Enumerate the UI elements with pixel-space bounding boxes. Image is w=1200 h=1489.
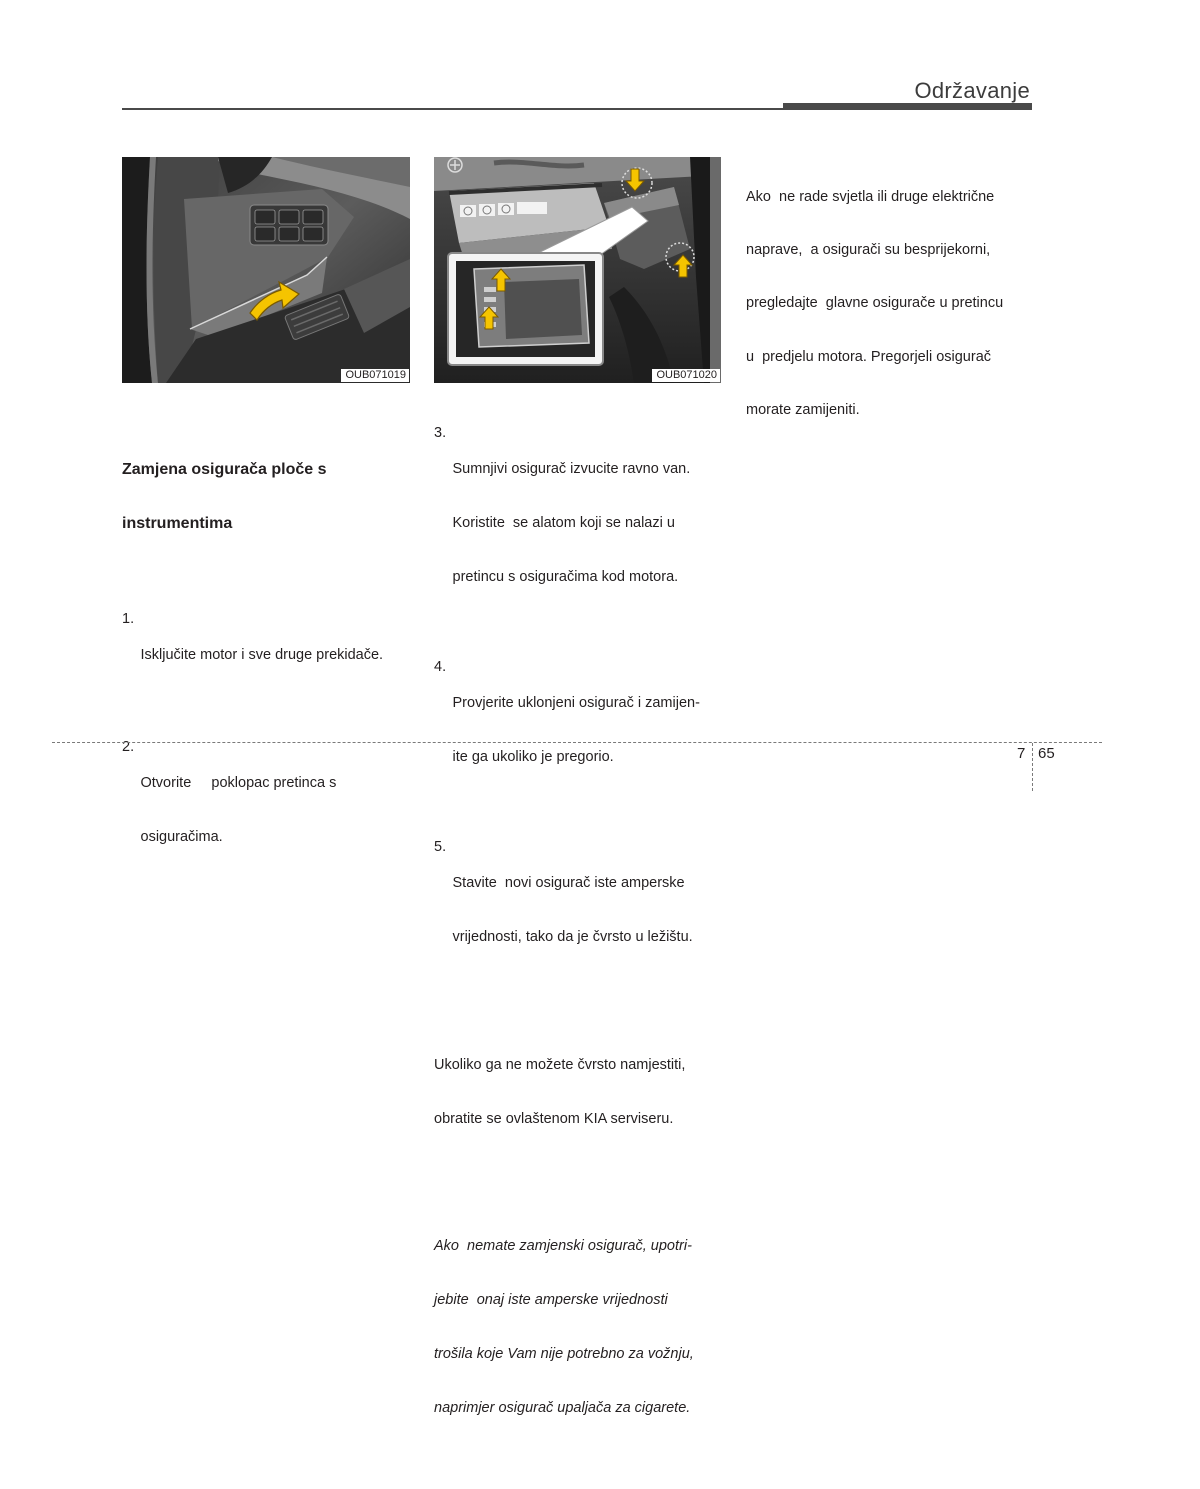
step-number: 5. (434, 839, 447, 855)
step-5 (434, 838, 700, 982)
step-text: Isključite motor i sve druge prekidače. (140, 647, 384, 663)
header-rule-accent (783, 103, 1032, 110)
tip-line: jebite onaj iste amperske vrijednosti (434, 1292, 668, 1308)
note-line: Ukoliko ga ne možete čvrsto namjestiti, (434, 1057, 686, 1073)
tip-line: Ako nemate zamjenski osigurač, upotri- (434, 1238, 692, 1254)
switch-panel (250, 205, 328, 245)
tip-line: trošila koje Vam nije potrebno za vožnju, (434, 1346, 694, 1362)
dashboard-illustration (122, 157, 410, 383)
engine-bay-illustration (434, 157, 721, 383)
heading-line: instrumentima (122, 515, 233, 532)
step-1 (122, 610, 383, 700)
chapter-number: 7 (1017, 745, 1026, 762)
paragraph-line: u predjelu motora. Pregorjeli osigurač (746, 348, 992, 365)
step-text: vrijednosti, tako da je čvrsto u ležištu. (452, 929, 693, 945)
paragraph-line: pregledajte glavne osigurače u pretincu (746, 295, 1004, 312)
step-number: 1. (122, 611, 135, 627)
figure-code: OUB071020 (652, 369, 720, 382)
step-text: Stavite novi osigurač iste amperske (452, 875, 685, 891)
figure-engine-fuse-box (434, 157, 721, 383)
step-3 (434, 424, 700, 622)
page-number: 65 (1038, 745, 1055, 762)
step-number: 3. (434, 425, 447, 441)
section-title: Održavanje (914, 78, 1030, 103)
step-number: 4. (434, 659, 447, 675)
step-2 (122, 738, 383, 882)
heading-line: Zamjena osigurača ploče s (122, 461, 327, 478)
right-column (746, 153, 1003, 456)
tip-line: naprimjer osigurač upaljača za cigarete. (434, 1400, 691, 1416)
footer-dashed-divider (1032, 743, 1033, 791)
step-text: Provjerite uklonjeni osigurač i zamijen- (452, 695, 700, 711)
paragraph-line: Ako ne rade svjetla ili druge električne (746, 188, 995, 205)
step-text: pretincu s osiguračima kod motora. (452, 569, 679, 585)
section-heading (122, 425, 383, 569)
step-number: 2. (122, 739, 135, 755)
step-text: ite ga ukoliko je pregorio. (452, 749, 614, 765)
step-4 (434, 658, 700, 802)
paragraph-line: naprave, a osigurači su besprijekorni, (746, 241, 991, 258)
italic-tip-paragraph (434, 1201, 700, 1453)
step-text: osiguračima. (140, 829, 223, 845)
note-paragraph (434, 1020, 700, 1164)
footer-dashed-rule (52, 742, 1102, 743)
step-text: Sumnjivi osigurač izvucite ravno van. (452, 461, 691, 477)
figure-code: OUB071019 (341, 369, 409, 382)
left-column (122, 389, 383, 918)
step-text: Koristite se alatom koji se nalazi u (452, 515, 675, 531)
fuse-box-inset (448, 253, 603, 365)
note-line: obratite se ovlaštenom KIA serviseru. (434, 1111, 674, 1127)
figure-instrument-panel-fuse-cover (122, 157, 410, 383)
paragraph-line: morate zamijeniti. (746, 402, 860, 419)
middle-column (434, 388, 700, 1489)
step-text: Otvorite poklopac pretinca s (140, 775, 337, 791)
